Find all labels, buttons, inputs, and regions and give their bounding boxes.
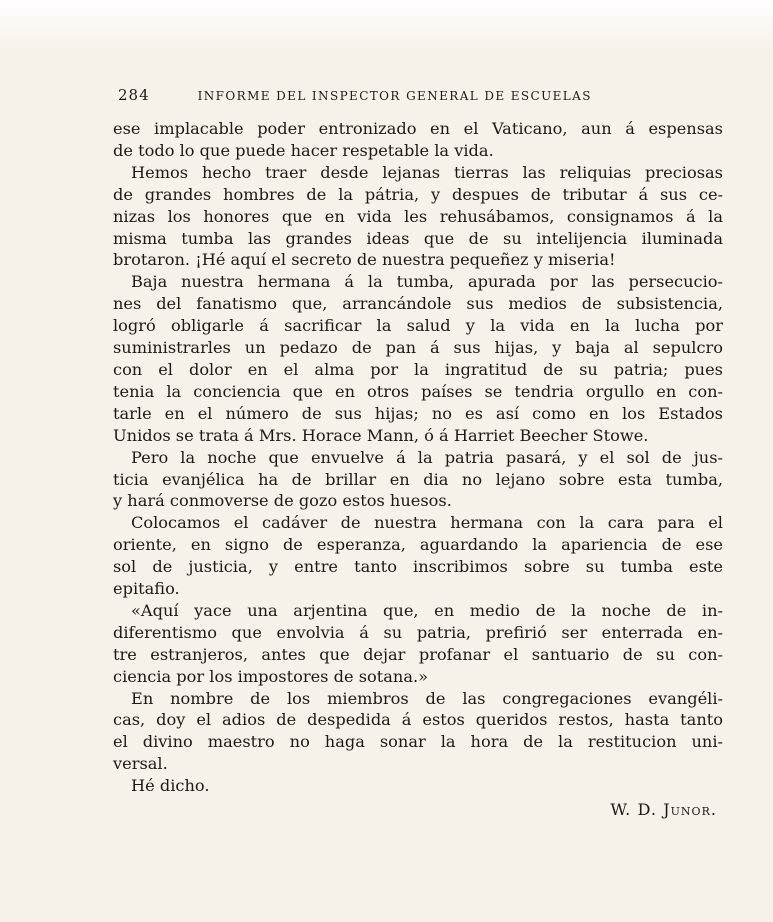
page-header (118, 86, 718, 104)
text-line: cas, doy el adios de despedida á estos queridos restos, hasta tanto (113, 710, 723, 730)
scan-margin (0, 0, 773, 50)
text-line: misma tumba las grandes ideas que de su intelijencia iluminada (113, 228, 723, 248)
text-line: nes del fanatismo que, arrancándole sus medios de subsistencia, (113, 294, 723, 314)
paragraph (113, 271, 723, 446)
paragraph (113, 688, 723, 776)
text-line: brotaron. ¡Hé aquí el secreto de nuestra pequeñez y miseria! (113, 250, 616, 270)
running-title: INFORME DEL INSPECTOR GENERAL DE ESCUELAS (197, 89, 592, 103)
paragraph (113, 512, 723, 600)
text-line: sol de justicia, y entre tanto inscribimos sobre su tumba este (113, 557, 723, 577)
text-line: Colocamos el cadáver de nuestra hermana con la cara para el (131, 513, 723, 533)
text-line: suministrarles un pedazo de pan á sus hijas, y baja al sepulcro (113, 338, 723, 358)
text-line: ciencia por los impostores de sotana.» (113, 666, 429, 686)
text-line: Hemos hecho traer desde lejanas tierras las reliquias preciosas (131, 162, 723, 182)
paragraph (113, 447, 723, 513)
text-line: tre estranjeros, antes que dejar profanar el santuario de su con- (113, 644, 723, 664)
text-line: «Aquí yace una arjentina que, en medio de la noche de in- (131, 600, 723, 620)
text-line: ese implacable poder entronizado en el Vaticano, aun á espensas (113, 119, 723, 138)
text-line: oriente, en signo de esperanza, aguardando la apariencia de ese (113, 535, 723, 555)
text-line: el divino maestro no haga sonar la hora de la restitucion uni- (113, 732, 723, 752)
text-line: tarle en el número de sus hijas; no es así como en los Estados (113, 403, 723, 423)
text-line: logró obligarle á sacrificar la salud y la vida en la lucha por (113, 316, 723, 336)
text-line: nizas los honores que en vida les rehusábamos, consignamos á la (113, 206, 723, 226)
text-line: Hé dicho. (131, 776, 210, 796)
text-line: Unidos se trata á Mrs. Horace Mann, ó á Harriet Beecher Stowe. (113, 425, 649, 445)
text-line: de todo lo que puede hacer respetable la vida. (113, 140, 494, 160)
text-line: y hará conmoverse de gozo estos huesos. (113, 491, 452, 511)
text-line: ticia evanjélica ha de brillar en dia no lejano sobre esta tumba, (113, 469, 723, 489)
text-line: Pero la noche que envuelve á la patria pasará, y el sol de jus- (131, 447, 723, 467)
signature: W. D. Junor. (610, 800, 717, 820)
paragraph (113, 775, 723, 797)
text-line: En nombre de los miembros de las congregaciones evangéli- (131, 688, 723, 708)
text-line: Baja nuestra hermana á la tumba, apurada por las persecucio- (131, 272, 723, 292)
text-line: diferentismo que envolvia á su patria, prefirió ser enterrada en- (113, 622, 723, 642)
paragraph (113, 162, 723, 272)
text-line: tenia la conciencia que en otros países se tendria orgullo en con- (113, 381, 723, 401)
text-line: epitafio. (113, 579, 180, 599)
text-line: versal. (113, 754, 168, 774)
text-line: de grandes hombres de la pátria, y despues de tributar á sus ce- (113, 184, 723, 204)
body-text (113, 118, 723, 821)
text-line: con el dolor en el alma por la ingratitud de su patria; pues (113, 359, 723, 379)
page-number: 284 (118, 86, 150, 104)
paragraph (113, 118, 723, 162)
paragraph (113, 600, 723, 688)
